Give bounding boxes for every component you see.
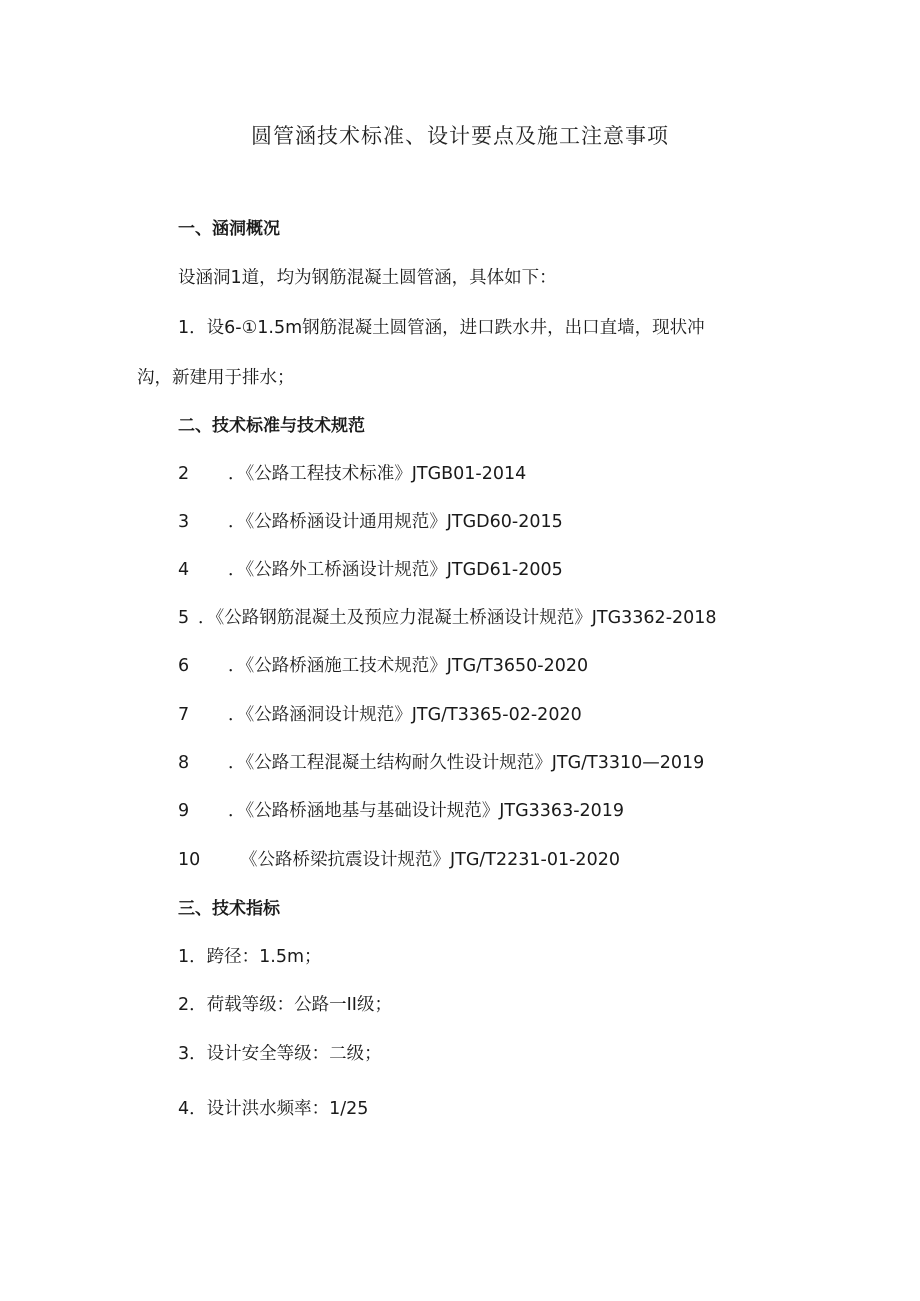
standard-item-text: ．《公路钢筋混凝土及预应力混凝土桥涵设计规范》JTG3362-2018 bbox=[198, 608, 717, 628]
standard-item-text: ．《公路工程技术标准》JTGB01-2014 bbox=[228, 464, 527, 484]
indicator-item: 3．设计安全等级：二级； bbox=[178, 1044, 382, 1064]
standard-item bbox=[178, 848, 620, 872]
standard-item-text: ．《公路外工桥涵设计规范》JTGD61-2005 bbox=[228, 560, 563, 580]
standard-item bbox=[178, 703, 582, 727]
standard-item bbox=[178, 799, 624, 823]
standard-item bbox=[178, 606, 717, 630]
standard-item-text: 《公路桥梁抗震设计规范》JTG/T2231-01-2020 bbox=[240, 850, 620, 870]
section-heading-indicators: 三、技术指标 bbox=[178, 899, 280, 919]
standard-item-number: 4 bbox=[178, 560, 190, 580]
standard-item-text: ．《公路桥涵施工技术规范》JTG/T3650-2020 bbox=[228, 656, 589, 676]
standard-item bbox=[178, 751, 704, 775]
standard-item-text: ．《公路桥涵地基与基础设计规范》JTG3363-2019 bbox=[228, 801, 625, 821]
section-heading-standards: 二、技术标准与技术规范 bbox=[178, 416, 365, 436]
standard-item-number: 9 bbox=[178, 801, 190, 821]
standard-item bbox=[178, 654, 588, 678]
standard-item bbox=[178, 558, 563, 582]
document-title: 圆管涵技术标准、设计要点及施工注意事项 bbox=[251, 124, 669, 148]
standard-item-number: 6 bbox=[178, 656, 190, 676]
standard-item-text: ．《公路涵洞设计规范》JTG/T3365-02-2020 bbox=[228, 705, 582, 725]
overview-intro: 设涵洞1道，均为钢筋混凝土圆管涵，具体如下： bbox=[178, 268, 557, 288]
indicator-item: 2．荷载等级：公路一II级； bbox=[178, 995, 392, 1015]
standard-item-number: 5 bbox=[178, 608, 190, 628]
overview-item-1-line-2: 沟，新建用于排水； bbox=[137, 368, 295, 388]
standard-item-number: 7 bbox=[178, 705, 190, 725]
standard-item-text: ．《公路桥涵设计通用规范》JTGD60-2015 bbox=[228, 512, 563, 532]
standard-item-number: 3 bbox=[178, 512, 190, 532]
section-heading-overview: 一、涵洞概况 bbox=[178, 219, 280, 239]
standard-item-number: 8 bbox=[178, 753, 190, 773]
standard-item-number: 2 bbox=[178, 464, 190, 484]
standard-item bbox=[178, 510, 563, 534]
standard-item-text: ．《公路工程混凝土结构耐久性设计规范》JTG/T3310—2019 bbox=[228, 753, 705, 773]
indicator-item: 1．跨径：1.5m； bbox=[178, 947, 322, 967]
indicator-item: 4．设计洪水频率：1/25 bbox=[178, 1099, 369, 1119]
overview-item-1-line-1: 1．设6-①1.5m钢筋混凝土圆管涵，进口跌水井，出口直墙，现状冲 bbox=[178, 318, 705, 338]
standard-item bbox=[178, 462, 526, 486]
standard-item-number: 10 bbox=[178, 850, 201, 870]
